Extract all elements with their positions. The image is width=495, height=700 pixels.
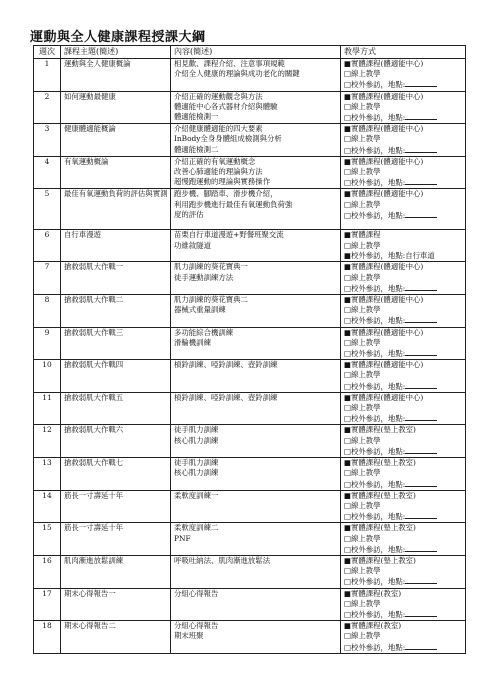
location-blank-line <box>405 112 437 120</box>
method-option <box>344 210 462 221</box>
method-label: ■實體課程(體適能中心) <box>344 262 424 272</box>
method-cell <box>341 189 466 230</box>
header-row <box>34 46 466 59</box>
content-cell <box>171 425 341 458</box>
topic-cell: 筋長一寸壽延十年 <box>61 523 171 556</box>
table-row <box>34 458 466 491</box>
content-cell <box>171 523 341 556</box>
topic-cell: 有氧運動概論 <box>61 156 171 189</box>
location-blank-line <box>405 381 437 389</box>
method-label: □線上教學 <box>344 468 381 478</box>
topic-cell: 肌肉漸進放鬆訓練 <box>61 555 171 588</box>
content-line: 相見歡、課程介紹、注意事項規範 <box>174 59 285 68</box>
method-label: □線上教學 <box>344 305 381 315</box>
method-label: ■實體課程 <box>344 230 381 240</box>
content-line: 體適能中心各式器材介紹與體驗 <box>174 101 278 111</box>
week-header: 週次 <box>34 46 61 59</box>
method-option <box>344 458 462 468</box>
method-cell <box>341 425 466 458</box>
method-label: ■實體課程(墊上教室) <box>344 490 416 500</box>
table-row <box>34 189 466 230</box>
content-line: 槓鈴訓練、啞鈴訓練、壺鈴訓練 <box>174 360 278 370</box>
method-label: ■實體課程(體適能中心) <box>344 327 424 337</box>
method-option <box>344 631 462 641</box>
content-line: 徒手運動訓練方法 <box>174 272 234 282</box>
content-line: 體適能檢測一 <box>174 112 219 122</box>
content-cell <box>171 490 341 523</box>
method-cell <box>341 230 466 262</box>
content-cell <box>171 124 341 157</box>
location-blank-line <box>405 609 437 617</box>
table-row <box>34 490 466 523</box>
content-cell <box>171 262 341 295</box>
method-label: ■實體課程(教室) <box>344 621 402 631</box>
method-label: ■實體課程(體適能中心) <box>344 156 424 166</box>
method-option <box>344 468 462 478</box>
content-cell <box>171 230 341 262</box>
method-option <box>344 501 462 511</box>
method-option <box>344 621 462 631</box>
method-cell <box>341 156 466 189</box>
method-option <box>344 523 462 533</box>
method-label: □線上教學 <box>344 566 381 576</box>
method-label: □校外參訪，地點: <box>344 80 406 90</box>
content-line: 分組心得報告 <box>174 621 219 631</box>
method-label: □校外參訪，地點: <box>344 446 406 456</box>
content-line: 肌力訓練的葵花寶典二 <box>174 295 248 305</box>
content-cell <box>171 458 341 491</box>
content-line: 超慢跑運動的理論與實務操作 <box>174 177 271 187</box>
week-number: 9 <box>34 327 61 360</box>
method-cell <box>341 490 466 523</box>
method-label: □線上教學 <box>344 337 381 347</box>
method-option <box>344 200 462 210</box>
content-line: PNF <box>174 533 191 543</box>
document-title: 運動與全人健康課程授課大綱 <box>30 30 206 45</box>
method-option <box>344 177 462 188</box>
week-number: 4 <box>34 156 61 189</box>
content-line: 介紹正確的運動觀念與方法 <box>174 91 263 101</box>
content-line: 苗栗自行車道漫遊+野餐班聚交流 <box>174 230 284 240</box>
table-row <box>34 621 466 654</box>
method-label: □線上教學 <box>344 533 381 543</box>
method-option <box>344 315 462 326</box>
method-label: □校外參訪，地點: <box>344 210 406 220</box>
topic-header: 課程主題(簡述) <box>61 46 171 59</box>
method-option <box>344 338 462 348</box>
method-option <box>344 491 462 501</box>
table-row <box>34 295 466 328</box>
method-option <box>344 436 462 446</box>
method-label: □線上教學 <box>344 134 381 144</box>
method-cell <box>341 555 466 588</box>
method-option <box>344 534 462 544</box>
method-option <box>344 381 462 392</box>
method-cell <box>341 295 466 328</box>
method-option <box>344 642 462 653</box>
topic-cell: 期末心得報告二 <box>61 621 171 654</box>
method-label: □線上教學 <box>344 598 381 608</box>
content-line: 功維敘隧道 <box>174 240 211 250</box>
method-option <box>344 370 462 380</box>
week-number: 16 <box>34 555 61 588</box>
week-number: 12 <box>34 425 61 458</box>
method-label: □校外參訪，地點: <box>344 283 406 293</box>
method-label: □線上教學 <box>344 631 381 641</box>
location-blank-line <box>405 576 437 584</box>
topic-cell: 筋長一寸壽延十年 <box>61 490 171 523</box>
method-label: ■校外參訪，地點:自行車道 <box>344 250 435 260</box>
week-number: 1 <box>34 59 61 92</box>
syllabus-table <box>33 45 466 654</box>
table-row <box>34 327 466 360</box>
method-option <box>344 124 462 134</box>
content-line: 柔軟度訓練一 <box>174 490 219 500</box>
topic-cell: 搶救弱肌大作戰六 <box>61 425 171 458</box>
method-label: ■實體課程(墊上教室) <box>344 555 416 565</box>
content-line: 器械式重量訓練 <box>174 305 226 315</box>
content-cell <box>171 555 341 588</box>
location-blank-line <box>405 642 437 650</box>
method-cell <box>341 327 466 360</box>
content-line: InBody全身身體組成檢測與分析 <box>174 134 282 144</box>
content-cell <box>171 59 341 92</box>
content-line: 徒手肌力訓練 <box>174 425 219 435</box>
method-label: ■實體課程(教室) <box>344 588 402 598</box>
method-label: □校外參訪，地點: <box>344 512 406 522</box>
method-label: □線上教學 <box>344 272 381 282</box>
method-label: ■實體課程(體適能中心) <box>344 189 424 199</box>
method-label: □校外參訪，地點: <box>344 145 406 155</box>
week-number: 3 <box>34 124 61 157</box>
location-blank-line <box>405 145 437 153</box>
topic-cell: 自行車漫遊 <box>61 230 171 262</box>
method-option <box>344 112 462 123</box>
method-cell <box>341 91 466 124</box>
method-label: □校外參訪，地點: <box>344 178 406 188</box>
method-cell <box>341 588 466 621</box>
week-number: 8 <box>34 295 61 328</box>
table-row <box>34 555 466 588</box>
method-label: ■實體課程(墊上教室) <box>344 458 416 468</box>
table-body <box>34 59 466 654</box>
method-label: □校外參訪，地點: <box>344 414 406 424</box>
method-cell <box>341 458 466 491</box>
content-line: 徒手肌力訓練 <box>174 458 219 468</box>
method-option <box>344 295 462 305</box>
method-cell <box>341 392 466 425</box>
table-row <box>34 124 466 157</box>
method-label: □線上教學 <box>344 435 381 445</box>
method-option <box>344 576 462 587</box>
location-blank-line <box>405 446 437 454</box>
location-blank-line <box>405 283 437 291</box>
method-label: □線上教學 <box>344 500 381 510</box>
week-number: 11 <box>34 392 61 425</box>
week-number: 14 <box>34 490 61 523</box>
topic-cell: 搶救弱肌大作戰三 <box>61 327 171 360</box>
location-blank-line <box>405 210 437 218</box>
topic-cell: 如何運動最健康 <box>61 91 171 124</box>
topic-cell: 最佳有氧運動負荷的評估與實測 <box>61 189 171 230</box>
method-option <box>344 403 462 413</box>
method-label: □線上教學 <box>344 240 381 250</box>
method-label: ■實體課程(體適能中心) <box>344 91 424 101</box>
table-row <box>34 425 466 458</box>
method-option <box>344 425 462 435</box>
method-label: □校外參訪，地點: <box>344 609 406 619</box>
content-cell <box>171 156 341 189</box>
location-blank-line <box>405 413 437 421</box>
method-option <box>344 241 462 251</box>
method-option <box>344 328 462 338</box>
method-option <box>344 413 462 424</box>
table-row <box>34 523 466 556</box>
week-number: 15 <box>34 523 61 556</box>
method-header: 教學方式 <box>341 46 466 59</box>
content-line: 利用跑步機進行最佳有氧運動負荷強 <box>174 199 293 209</box>
content-line: 度的評估 <box>174 209 204 219</box>
topic-cell: 期末心得報告一 <box>61 588 171 621</box>
content-line: 呼吸吐納法、肌肉漸進放鬆法 <box>174 555 271 565</box>
method-label: □線上教學 <box>344 403 381 413</box>
table-row <box>34 156 466 189</box>
method-option <box>344 393 462 403</box>
method-label: ■實體課程(墊上教室) <box>344 425 416 435</box>
method-option <box>344 69 462 79</box>
method-cell <box>341 523 466 556</box>
method-cell <box>341 360 466 393</box>
week-number: 7 <box>34 262 61 295</box>
method-option <box>344 102 462 112</box>
content-cell <box>171 327 341 360</box>
week-number: 18 <box>34 621 61 654</box>
content-line: 柔軟度訓練二 <box>174 523 219 533</box>
method-option <box>344 360 462 370</box>
table-row <box>34 262 466 295</box>
topic-cell: 搶救弱肌大作戰五 <box>61 392 171 425</box>
content-cell <box>171 360 341 393</box>
method-label: □線上教學 <box>344 101 381 111</box>
content-line: 分組心得報告 <box>174 588 219 598</box>
content-line: 肌力訓練的葵花寶典一 <box>174 262 248 272</box>
method-label: ■實體課程(體適能中心) <box>344 295 424 305</box>
method-cell <box>341 59 466 92</box>
method-option <box>344 134 462 144</box>
week-number: 17 <box>34 588 61 621</box>
method-option <box>344 79 462 90</box>
method-option <box>344 556 462 566</box>
content-line: 期末班聚 <box>174 631 204 641</box>
method-label: □校外參訪，地點: <box>344 479 406 489</box>
location-blank-line <box>405 177 437 185</box>
method-cell <box>341 262 466 295</box>
location-blank-line <box>405 315 437 323</box>
content-line: 多功能綜合機訓練 <box>174 327 234 337</box>
method-cell <box>341 621 466 654</box>
content-cell <box>171 621 341 654</box>
content-cell <box>171 392 341 425</box>
method-label: ■實體課程(體適能中心) <box>344 124 424 134</box>
topic-cell: 運動與全人健康概論 <box>61 59 171 92</box>
week-number: 10 <box>34 360 61 393</box>
topic-cell: 搶救弱肌大作戰四 <box>61 360 171 393</box>
method-label: □線上教學 <box>344 167 381 177</box>
method-option <box>344 589 462 599</box>
method-label: □線上教學 <box>344 199 381 209</box>
method-label: ■實體課程(體適能中心) <box>344 360 424 370</box>
method-option <box>344 446 462 457</box>
location-blank-line <box>405 79 437 87</box>
week-number: 13 <box>34 458 61 491</box>
method-label: ■實體課程(墊上教室) <box>344 523 416 533</box>
method-label: □線上教學 <box>344 69 381 79</box>
location-blank-line <box>405 544 437 552</box>
method-option <box>344 251 462 261</box>
content-line: 介紹全人健康的理論與成功老化的關鍵 <box>174 69 300 79</box>
content-line: 核心肌力訓練 <box>174 468 219 478</box>
method-label: □校外參訪，地點: <box>344 113 406 123</box>
method-label: ■實體課程(體適能中心) <box>344 59 424 68</box>
method-option <box>344 189 462 199</box>
method-label: □校外參訪，地點: <box>344 577 406 587</box>
content-line: 核心肌力訓練 <box>174 435 219 445</box>
table-row <box>34 91 466 124</box>
topic-cell: 搶救弱肌大作戰二 <box>61 295 171 328</box>
method-label: ■實體課程(體適能中心) <box>344 392 424 402</box>
method-option <box>344 283 462 294</box>
method-option <box>344 511 462 522</box>
method-label: □校外參訪，地點: <box>344 316 406 326</box>
week-number: 2 <box>34 91 61 124</box>
content-line: 跑步機、腳踏車、滑步機介紹， <box>174 189 278 199</box>
method-option <box>344 157 462 167</box>
topic-cell: 搶救弱肌大作戰七 <box>61 458 171 491</box>
content-cell <box>171 295 341 328</box>
topic-cell: 健康體適能概論 <box>61 124 171 157</box>
week-number: 5 <box>34 189 61 230</box>
location-blank-line <box>405 511 437 519</box>
method-option <box>344 566 462 576</box>
method-option <box>344 167 462 177</box>
content-line: 槓鈴訓練、啞鈴訓練、壺鈴訓練 <box>174 392 278 402</box>
content-line: 介紹正確的有氧運動概念 <box>174 156 256 166</box>
method-option <box>344 145 462 156</box>
content-line: 滑輪機訓練 <box>174 337 211 347</box>
method-option <box>344 599 462 609</box>
table-row <box>34 360 466 393</box>
method-option <box>344 273 462 283</box>
location-blank-line <box>405 348 437 356</box>
table-row <box>34 588 466 621</box>
week-number: 6 <box>34 230 61 262</box>
table-row <box>34 230 466 262</box>
method-option <box>344 348 462 359</box>
method-cell <box>341 124 466 157</box>
method-label: □校外參訪，地點: <box>344 381 406 391</box>
method-option <box>344 544 462 555</box>
method-option <box>344 609 462 620</box>
method-option <box>344 305 462 315</box>
method-option <box>344 230 462 240</box>
topic-cell: 搶救弱肌大作戰一 <box>61 262 171 295</box>
content-cell <box>171 189 341 230</box>
table-row <box>34 59 466 92</box>
method-option <box>344 479 462 490</box>
table-row <box>34 392 466 425</box>
content-line: 體適能檢測二 <box>174 144 219 154</box>
content-line: 改善心肺適能的理論與方法 <box>174 167 263 177</box>
content-header: 內容(簡述) <box>171 46 341 59</box>
content-cell <box>171 91 341 124</box>
method-label: □校外參訪，地點: <box>344 544 406 554</box>
method-option <box>344 92 462 102</box>
method-label: □校外參訪，地點: <box>344 349 406 359</box>
content-line: 介紹健康體適能的四大要素 <box>174 124 263 134</box>
location-blank-line <box>405 479 437 487</box>
method-label: □線上教學 <box>344 370 381 380</box>
content-cell <box>171 588 341 621</box>
method-option <box>344 262 462 272</box>
method-label: □校外參訪，地點: <box>344 642 406 652</box>
method-option <box>344 59 462 69</box>
